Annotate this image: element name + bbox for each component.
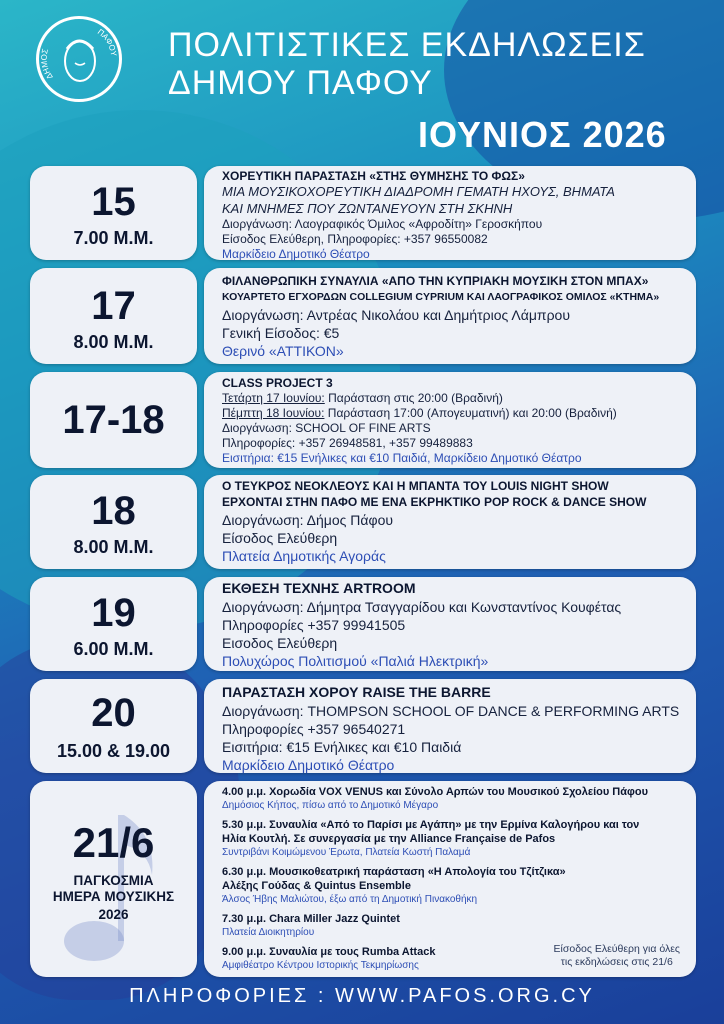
event-info-text: Γενική Είσοδος: €5 [222,325,340,341]
schedule-item-text: Ηλία Κουτλή. Σε συνεργασία με την Alliance Française de Pafos [222,833,556,845]
event-time: 6.00 Μ.Μ. [73,639,154,659]
event-subtitle: ΜΙΑ ΜΟΥΣΙΚΟΧΟΡΕΥΤΙΚΗ ΔΙΑΔΡΟΜΗ ΓΕΜΑΤΗ ΗΧΟΥΣ, ΒΗΜΑΤΑ [222,184,615,199]
date-box [30,372,197,468]
date-box [30,475,197,569]
event-venue: Θερινό «ΑΤΤΙΚΟΝ» [222,343,344,359]
event-title: ΦΙΛΑΝΘΡΩΠΙΚΗ ΣΥΝΑΥΛΙΑ «ΑΠΟ ΤΗΝ ΚΥΠΡΙΑΚΗ ΜΟΥΣΙΚΗ ΣΤΟΝ ΜΠΑΧ» [222,274,649,288]
event-date: 17 [91,284,136,328]
event-subtitle: ΕΡΧΟΝΤΑΙ ΣΤΗΝ ΠΑΦΟ ΜΕ ΕΝΑ ΕΚΡΗΚΤΙΚΟ POP ROCK & DANCE SHOW [222,495,647,509]
event-info-text: Είσοδος Ελεύθερη [222,530,338,546]
event-organizer: Διοργάνωση: Δήμος Πάφου [222,512,394,528]
event-day-label: Τετάρτη 17 Ιουνίου: [222,391,325,405]
event-date: 19 [91,591,136,635]
event-info [204,372,696,468]
event-info-text: Εισιτήρια: €15 Ενήλικες και €10 Παιδιά [222,739,462,755]
date-box [30,679,197,773]
event-title: Ο ΤΕΥΚΡΟΣ ΝΕΟΚΛΕΟΥΣ ΚΑΙ Η ΜΠΑΝΤΑ ΤΟΥ LOUIS NIGHT SHOW [222,479,609,493]
event-title: ΠΑΡΑΣΤΑΣΗ ΧΟΡΟΥ RAISE THE BARRE [222,684,491,700]
event-organizer: Διοργάνωση: Λαογραφικός Όμιλος «Αφροδίτη» Γεροσκήπου [222,217,543,231]
event-subtitle: ΚΑΙ ΜΝΗΜΕΣ ΠΟΥ ΖΩΝΤΑΝΕΥΟΥΝ ΣΤΗ ΣΚΗΝΗ [222,200,513,216]
schedule-item-place: Άλσος Ήβης Μαλιώτου, έξω από τη Δημοτική Πινακοθήκη [222,894,478,905]
event-organizer: Διοργάνωση: Αντρέας Νικολάου και Δημήτριος Λάμπρου [222,307,570,323]
event-subtitle: ΗΜΕΡΑ ΜΟΥΣΙΚΗΣ [52,889,175,904]
event-info [204,781,696,977]
event-info-text: Πληροφορίες +357 96540271 [222,721,406,737]
schedule-item-text: 9.00 μ.μ. Συναυλία με τους Rumba Attack [222,946,436,958]
event-organizer: Διοργάνωση: Δήμητρα Τσαγγαρίδου και Κωνσταντίνος Κουφέτας [222,599,622,615]
svg-text:ΠΑΦΟΥ [96,27,119,57]
event-time: 7.00 Μ.Μ. [73,228,154,248]
event-title: ΧΟΡΕΥΤΙΚΗ ΠΑΡΑΣΤΑΣΗ «ΣΤΗΣ ΘΥΜΗΣΗΣ ΤΟ ΦΩΣ» [222,169,525,183]
event-subtitle: ΠΑΓΚΟΣΜΙΑ [73,873,154,888]
event-organizer: Διοργάνωση: THOMPSON SCHOOL OF DANCE & PERFORMING ARTS [222,703,680,719]
footer-info-link[interactable]: ΠΛΗΡΟΦΟΡΙΕΣ : WWW.PAFOS.ORG.CY [129,985,595,1007]
schedule-item [222,785,686,813]
event-date: 20 [91,691,136,735]
event-day-detail: Παράσταση 17:00 (Απογευματινή) και 20:00 (Βραδινή) [324,406,617,420]
free-entry-note [554,943,680,969]
event-schedule-line [222,406,686,421]
event-venue: Μαρκίδειο Δημοτικό Θέατρο [222,247,370,261]
logo-text-left: ΔΗΜΟΣ [39,47,55,81]
month-heading: ΙΟΥΝΙΟΣ 2026 [418,114,667,155]
title-line: ΠΟΛΙΤΙΣΤΙΚΕΣ ΕΚΔΗΛΩΣΕΙΣ [168,26,646,64]
event-time: 8.00 Μ.Μ. [73,537,154,557]
municipality-logo [36,16,122,102]
event-title: CLASS PROJECT 3 [222,376,333,390]
event-info-text: Πληροφορίες +357 99941505 [222,617,406,633]
event-venue: Πολυχώρος Πολιτισμού «Παλιά Ηλεκτρική» [222,653,489,669]
schedule-item-text: 5.30 μ.μ. Συναυλία «Από το Παρίσι με Αγάπη» με την Ερμίνα Καλογήρου και τον [222,819,640,831]
title-line: ΔΗΜΟΥ ΠΑΦΟΥ [168,64,433,102]
event-date: 18 [91,489,136,533]
schedule-item-text: 7.30 μ.μ. Chara Miller Jazz Quintet [222,913,400,925]
event-date: 21/6 [72,819,155,866]
event-info [204,679,696,773]
date-box [30,577,197,671]
event-info-text: Εισοδος Ελεύθερη [222,635,338,651]
event-info [204,268,696,364]
event-date: 15 [91,180,136,224]
schedule-item-place: Δημόσιος Κήπος, πίσω από το Δημοτικό Μέγαρο [222,800,439,811]
event-title: ΕΚΘΕΣΗ ΤΕΧΝΗΣ ARTROOM [222,580,416,596]
event-venue: Εισιτήρια: €15 Ενήλικες και €10 Παιδιά, Μαρκίδειο Δημοτικό Θέατρο [222,451,582,465]
event-organizer: Διοργάνωση: SCHOOL OF FINE ARTS [222,421,431,435]
event-info [204,475,696,569]
schedule-item-text: 6.30 μ.μ. Μουσικοθεατρική παράσταση «Η Απολογία του Τζίτζικα» [222,866,566,878]
schedule-item-place: Συντριβάνι Κοιμώμενου Έρωτα, Πλατεία Κωστή Παλαμά [222,847,471,858]
date-box [30,781,197,977]
note-line: Είσοδος Ελεύθερη για όλες [553,943,680,955]
event-schedule-line [222,391,686,406]
svg-text:ΔΗΜΟΣ [40,48,55,81]
event-day-detail: Παράσταση στις 20:00 (Βραδινή) [324,391,503,405]
date-box [30,268,197,364]
event-day-label: Πέμπτη 18 Ιουνίου: [222,406,325,420]
schedule-item [222,818,686,860]
page-title [168,26,688,102]
note-line: τις εκδηλώσεις στις 21/6 [560,956,673,968]
schedule-item [222,865,686,907]
event-venue: Πλατεία Δημοτικής Αγοράς [222,548,386,564]
schedule-item-place: Πλατεία Διοικητηρίου [222,927,315,938]
event-info [204,577,696,671]
event-time: 8.00 Μ.Μ. [73,332,154,352]
event-time: 15.00 & 19.00 [56,741,171,761]
schedule-item-place: Αμφιθέατρο Κέντρου Ιστορικής Τεκμηρίωσης [222,960,419,971]
event-venue: Μαρκίδειο Δημοτικό Θέατρο [222,757,395,773]
event-subtitle: 2026 [98,907,129,922]
schedule-item-text: Αλέξης Γούδας & Quintus Ensemble [222,880,411,892]
event-info [204,166,696,260]
event-subtitle: ΚΟΥΑΡΤΕΤΟ ΕΓΧΟΡΔΩΝ COLLEGIUM CYPRIUM ΚΑΙ ΛΑΟΓΡΑΦΙΚΟΣ ΟΜΙΛΟΣ «ΚΤΗΜΑ» [222,291,660,303]
event-info-text: Πληροφορίες: +357 26948581, +357 99489883 [222,436,473,450]
schedule-item-text: 4.00 μ.μ. Χορωδία VOX VENUS και Σύνολο Αρπών του Μουσικού Σχολείου Πάφου [222,786,649,798]
schedule-item [222,912,686,940]
date-box [30,166,197,260]
logo-text-right: ΠΑΦΟΥ [95,27,119,57]
event-date: 17-18 [62,398,165,442]
event-info-text: Είσοδος Ελεύθερη, Πληροφορίες: +357 96550082 [222,232,488,246]
